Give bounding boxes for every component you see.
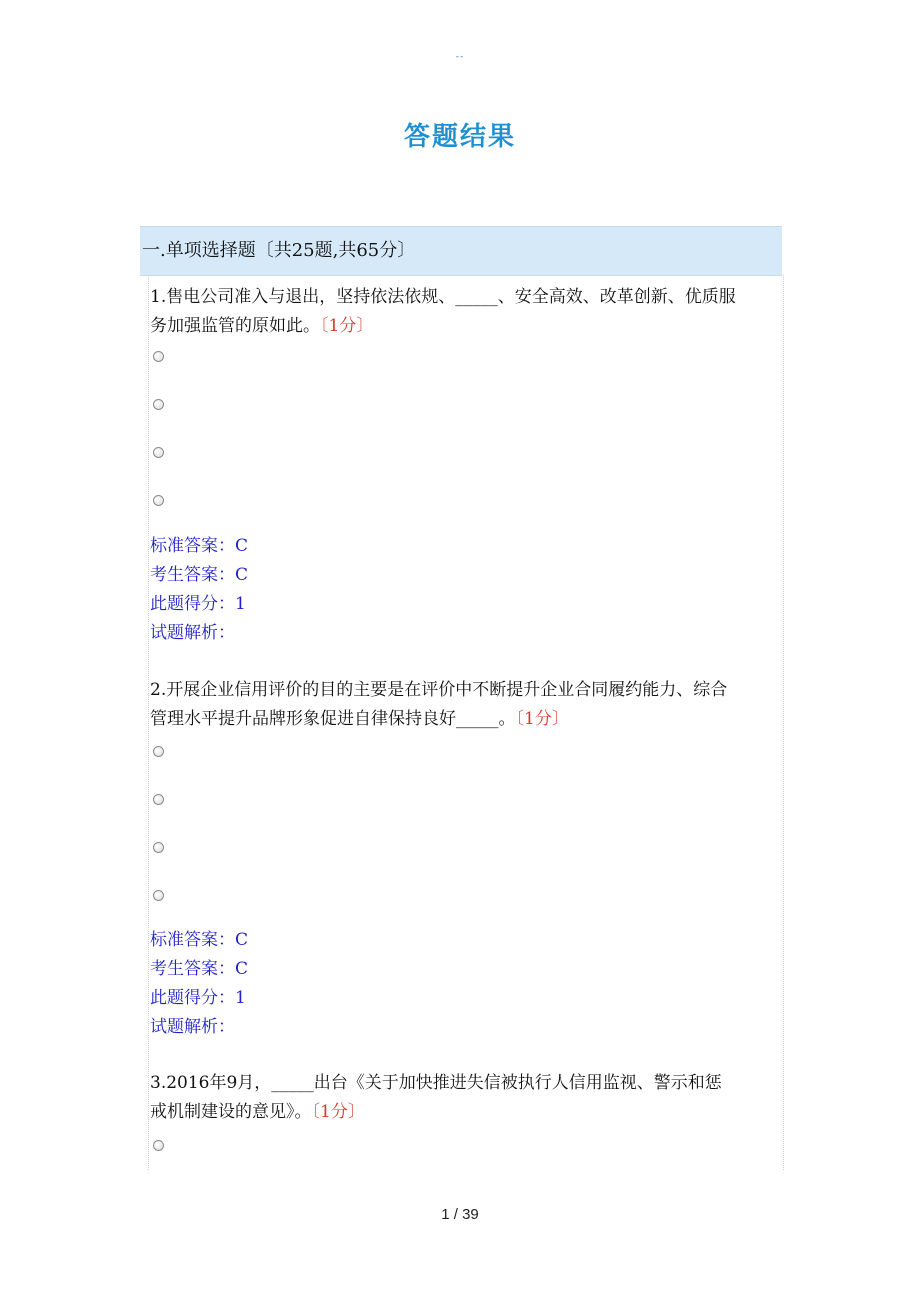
- question-1-option-d-radio[interactable]: [153, 495, 164, 506]
- standard-answer-label: 标准答案：: [150, 536, 235, 556]
- page-header-mark: --: [455, 52, 465, 62]
- student-answer-value: C: [235, 565, 249, 585]
- analysis-label: 试题解析：: [150, 1017, 235, 1037]
- score-label: 此题得分：: [150, 594, 235, 614]
- standard-answer-label: 标准答案：: [150, 930, 235, 950]
- student-answer-label: 考生答案：: [150, 565, 235, 585]
- question-2-option-b-radio[interactable]: [153, 794, 164, 805]
- question-2-option-a-radio[interactable]: [153, 746, 164, 757]
- page-number: 1 / 39: [441, 1206, 479, 1223]
- question-2-option-d-radio[interactable]: [153, 890, 164, 901]
- question-2-standard-answer: [150, 929, 248, 951]
- question-1-standard-answer: [150, 535, 248, 557]
- question-1-line-2: [150, 312, 782, 341]
- question-3-text: [150, 1069, 782, 1127]
- score-label: 此题得分：: [150, 988, 235, 1008]
- question-2-points: 〔1分〕: [515, 709, 569, 729]
- question-2-analysis: [150, 1016, 235, 1038]
- analysis-label: 试题解析：: [150, 623, 235, 643]
- page-title: 答题结果: [403, 122, 516, 152]
- question-2-line-2-text: 管理水平提升品牌形象促进自律保持良好_____。: [150, 709, 516, 729]
- standard-answer-value: C: [235, 930, 249, 950]
- question-1-option-b-radio[interactable]: [153, 399, 164, 410]
- question-2-student-answer: [150, 958, 248, 980]
- student-answer-value: C: [235, 959, 249, 979]
- student-answer-label: 考生答案：: [150, 959, 235, 979]
- question-2-score: [150, 987, 246, 1009]
- question-3-line-2-text: 戒机制建设的意见》。: [150, 1102, 312, 1122]
- question-1-points: 〔1分〕: [320, 316, 374, 336]
- question-2-line-1: 2.开展企业信用评价的目的主要是在评价中不断提升企业合同履约能力、综合: [150, 680, 728, 700]
- question-2-option-c-radio[interactable]: [153, 842, 164, 853]
- question-3-line-2: [150, 1098, 782, 1127]
- question-1-line-1: 1.售电公司准入与退出，坚持依法依规、_____、安全高效、改革创新、优质服: [150, 287, 736, 307]
- question-3-points: 〔1分〕: [311, 1102, 365, 1122]
- question-1-analysis: [150, 622, 235, 644]
- question-1-option-a-radio[interactable]: [153, 351, 164, 362]
- score-value: 1: [235, 594, 246, 614]
- question-1-option-c-radio[interactable]: [153, 447, 164, 458]
- score-value: 1: [235, 988, 246, 1008]
- question-2-text: [150, 676, 782, 734]
- question-3-line-1: 3.2016年9月，_____出台《关于加快推进失信被执行人信用监视、警示和惩: [150, 1073, 722, 1093]
- question-1-text: [150, 283, 782, 341]
- question-2-line-2: [150, 705, 782, 734]
- standard-answer-value: C: [235, 536, 249, 556]
- question-1-line-2-text: 务加强监管的原如此。: [150, 316, 320, 336]
- question-1-student-answer: [150, 564, 248, 586]
- question-3-option-a-radio[interactable]: [153, 1140, 164, 1151]
- section-title: 一.单项选择题〔共25题,共65分〕: [142, 240, 416, 261]
- question-1-score: [150, 593, 246, 615]
